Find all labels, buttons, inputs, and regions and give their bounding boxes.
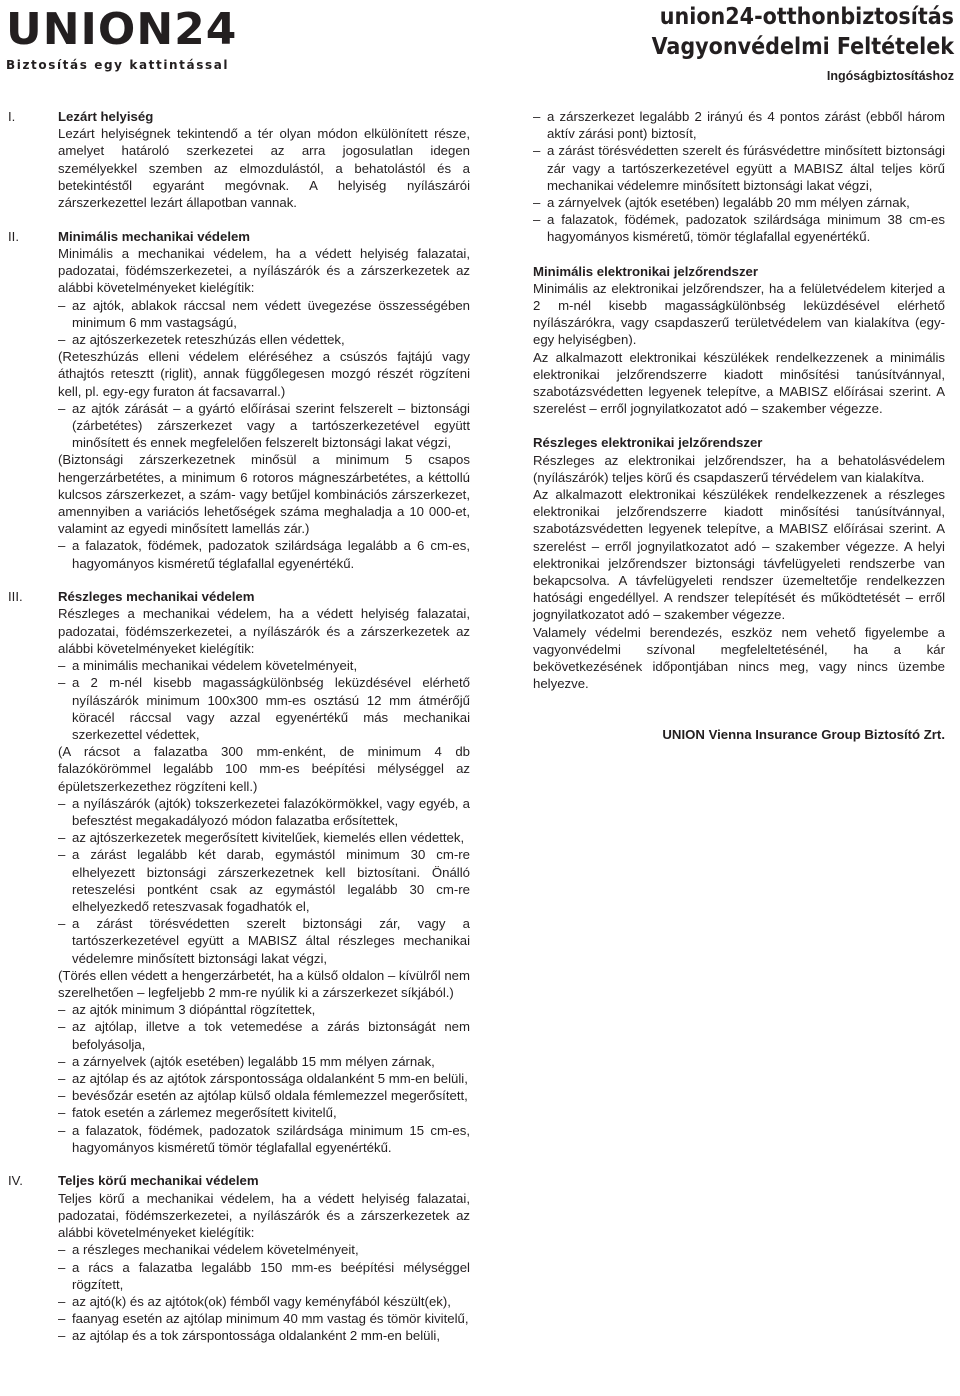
list-item: – a zárszerkezet legalább 2 irányú és 4 pontos zárást (ebből három aktív zárási pont) biztosít,	[533, 109, 945, 142]
logo-tagline: Biztosítás egy kattintással	[6, 58, 230, 72]
list-item: – az ajtószerkezetek megerősített kivitelűek, kiemelés ellen védettek,	[58, 830, 465, 846]
paragraph: Az alkalmazott elektronikai készülékek rendelkezzenek a részleges elektronikai jelzőrendszerre kiadott minősítési tanúsítvánnyal, szabotázsvédetten legyenek telepítve, a MABISZ előírásai szerint. A szerelést – erről jognyilatkozatot adó – szakember végezze. A helyi elektronikai jelzőrendszer biztonsági távfelügyeleti rendszerbe van bekapcsolva. A távfelügyeleti rendszer üzemeltetője rendelkezzen hatósági engedéllyel. A rendszer telepítését és működtetését – erről jognyilatkozatot adó – szakember végezze.	[533, 487, 945, 623]
logo-wordmark: UNION24	[6, 4, 238, 55]
paragraph: Az alkalmazott elektronikai készülékek rendelkezzenek a minimális elektronikai jelzőrendszerre kiadott minősítési tanúsítvánnyal, szabotázsvédetten legyenek telepítve, a MABISZ előírásai szerint. A szerelést – erről jognyilatkozatot adó – szakember végezze.	[533, 349, 945, 417]
list-item: – fatok esetén a zárlemez megerősített kivitelű,	[58, 1105, 337, 1121]
list-item: – a falazatok, födémek, padozatok szilárdsága minimum 15 cm-es, hagyományos kisméretű tömör téglafallal egyenértékű.	[58, 1122, 470, 1155]
section-minimal-mechanical	[0, 228, 470, 572]
paragraph: Részleges az elektronikai jelzőrendszer, ha a behatolásvédelem (nyílászárók) teljes körű és csapdaszerű térvédelem van kialakítva.	[533, 452, 945, 485]
union24-logo	[6, 4, 266, 72]
section-number: I.	[8, 109, 16, 124]
page-header	[0, 0, 960, 95]
left-column	[0, 108, 470, 1361]
section-intro: Teljes körű a mechanikai védelem, ha a védett helyiség falazatai, padozatai, födémszerkezetei, a nyílászárók és a zárszerkezetek az alábbi követelményeket kielégítik:	[58, 1190, 470, 1241]
list-item: – a 2 m-nél kisebb magasságkülönbség leküzdésével elérhető nyílászárók minimum 100x300 mm-es osztású 12 mm átmérőjű köracél ráccsal vagy azzal egyenértékű más mechanikai szerkezettel védettek,	[58, 675, 470, 742]
section-heading: Lezárt helyiség	[58, 109, 154, 124]
paragraph: Valamely védelmi berendezés, eszköz nem vehető figyelembe a vagyonvédelmi szívonal megfeleltetésénél, ha a kár bekövetkezésének időpontjában nincs meg, vagy nincs üzembe helyezve.	[533, 624, 945, 692]
insurer-signature: UNION Vienna Insurance Group Biztosító Zrt.	[662, 726, 945, 742]
full-mechanical-continued	[533, 108, 945, 246]
section-note: (A rácsot a falazatba 300 mm-enként, de minimum 4 db falazókörömmel legalább 100 mm-es beépítési mélységgel az épületszerkezethez rögzíteni kell.)	[58, 744, 470, 794]
section-intro: Részleges a mechanikai védelem, ha a védett helyiség falazatai, padozatai, födémszerkezetei, a nyílászárók és a zárszerkezetek az alábbi követelményeket kielégítik:	[58, 606, 470, 656]
list-item: – a zárnyelvek (ajtók esetében) legalább 20 mm mélyen zárnak,	[533, 195, 910, 211]
list-item: – a zárást legalább két darab, egymástól minimum 30 cm-re elhelyezett biztonsági zárszerkezetnek kell biztosítani. Önálló reteszelési pontként csak az egymástól legalább 30 cm-re elhelyezkedő reteszvasak fogadhatók el,	[58, 847, 470, 914]
paragraph: Minimális az elektronikai jelzőrendszer, ha a felületvédelem kiterjed a 2 m-nél kisebb magasságkülönbség leküzdésével elérhető nyílászárókra, vagy csapdaszerű területvédelem van kialakítva (egy-egy helyiségben).	[533, 280, 945, 348]
list-item: – az ajtók minimum 3 diópánttal rögzítettek,	[58, 1002, 316, 1018]
section-heading: Részleges mechanikai védelem	[58, 589, 255, 605]
list-item: – az ajtólap, illetve a tok vetemedése a zárás biztonságát nem befolyásolja,	[58, 1019, 470, 1052]
list-item: – az ajtószerkezetek reteszhúzás ellen védettek,	[58, 331, 345, 347]
list-item: – a minimális mechanikai védelem követelményeit,	[58, 658, 358, 674]
list-item: – az ajtók zárását – a gyártó előírásai szerint felszerelt – biztonsági (zárbetétes) zárszerkezet vagy a tartószerkezetével együtt minősített és ennek megfelelően felszerelt biztonsági lakat végzi,	[58, 400, 470, 451]
section-heading: Minimális mechanikai védelem	[58, 228, 251, 244]
list-item: – a falazatok, födémek, padozatok szilárdsága minimum 38 cm-es hagyományos kisméretű, tömör téglafallal egyenértékű.	[533, 212, 945, 245]
list-item: – bevésőzár esetén az ajtólap külső oldala fémlemezzel megerősített,	[58, 1088, 468, 1104]
list-item: – a részleges mechanikai védelem követelményeit,	[58, 1242, 359, 1258]
list-item: – a falazatok, födémek, padozatok szilárdsága legalább a 6 cm-es, hagyományos kisméretű téglafallal egyenértékű.	[58, 538, 470, 571]
section-number: III.	[8, 589, 23, 605]
subsection-heading: Részleges elektronikai jelzőrendszer	[533, 435, 763, 451]
list-item: – faanyag esetén az ajtólap minimum 40 mm vastag és tömör kivitelű,	[58, 1311, 469, 1327]
section-heading: Teljes körű mechanikai védelem	[58, 1173, 259, 1189]
document-title-block	[652, 2, 954, 83]
list-item: – a zárást törésvédetten szerelt és fúrásvédettre minősített biztonsági zár vagy a tartószerkezetével együtt a MABISZ által teljes körű mechanikai védelemre minősített biztonsági lakat végzi,	[533, 143, 945, 193]
list-item: – az ajtók, ablakok ráccsal nem védett üvegezése összességében minimum 6 mm vastagságú,	[58, 297, 470, 330]
list-item: – az ajtó(k) és az ajtótok(ok) fémből vagy keményfából készült(ek),	[58, 1293, 451, 1309]
list-item: – a nyílászárók (ajtók) tokszerkezetei falazókörmökkel, vagy egyéb, a befesztést megakadályozó módon falazatba erősítettek,	[58, 795, 470, 828]
section-note: (Reteszhúzás elleni védelem eléréséhez a csúszós fajtájú vagy áthajtós retesztt (riglit), annak függőlegesen mozgó részét rögzíteni kell, pl. egy-egy furaton át facsavarral.)	[58, 349, 470, 399]
list-item: – a zárnyelvek (ajtók esetében) legalább 15 mm mélyen zárnak,	[58, 1053, 435, 1069]
section-number: II.	[8, 228, 19, 244]
subsection-heading: Minimális elektronikai jelzőrendszer	[533, 263, 758, 279]
section-number: IV.	[8, 1173, 23, 1189]
list-item: – a zárást törésvédetten szerelt biztonsági zár, vagy a tartószerkezetével együtt a MABISZ által részleges mechanikai védelemre minősített biztonsági lakat végzi,	[58, 916, 470, 966]
section-note: (Biztonsági zárszerkezetnek minősül a minimum 5 csapos hengerzárbetétes, a minimum 6 rotoros mágneszárbetétes, a kéttollú kulcsos zárszerkezet, a szám- vagy betűjel kombinációs zárszerkezet, amennyiben a variációs lehetőségek száma meghaladja a 10 000-et, valamint az egyedi minősített lamellás zár.)	[58, 452, 470, 537]
section-intro: Minimális a mechanikai védelem, ha a védett helyiség falazatai, padozatai, födémszerkezetei, a nyílászárók és a zárszerkezetek az alábbi követelményeket kielégítik:	[58, 245, 470, 296]
document-title-line2: Vagyonvédelmi Feltételek	[651, 34, 954, 60]
section-locked-room	[0, 108, 470, 211]
section-note: (Törés ellen védett a hengerzárbetét, ha a külső oldalon – kívülről nem szerelhetően – legfeljebb 2 mm-re nyúlik ki a zárszerkezet síkjából.)	[58, 967, 470, 1000]
section-full-mechanical	[0, 1172, 470, 1344]
section-partial-mechanical	[0, 588, 470, 1156]
document-subtitle: Ingóságbiztosításhoz	[826, 69, 954, 83]
list-item: – az ajtólap és az ajtótok zárspontossága oldalanként 5 mm-en belüli,	[58, 1070, 468, 1086]
list-item: – a rács a falazatba legalább 150 mm-es beépítési mélységgel rögzített,	[58, 1259, 470, 1292]
section-text: Lezárt helyiségnek tekintendő a tér olyan módon elkülönített része, amelyet határoló szerkezetei az arra jogosulatlan idegen személyekkel szemben az elmozdulástól, a behatolástól és a betekintéstől egyaránt megóvnak. A helyiség nyílászárói zárszerkezettel lezárt állapotban vannak.	[58, 126, 470, 211]
document-title-line1: union24-otthonbiztosítás	[659, 4, 954, 30]
right-column	[533, 108, 945, 743]
list-item: – az ajtólap és a tok zárspontossága oldalanként 2 mm-en belüli,	[58, 1328, 441, 1344]
